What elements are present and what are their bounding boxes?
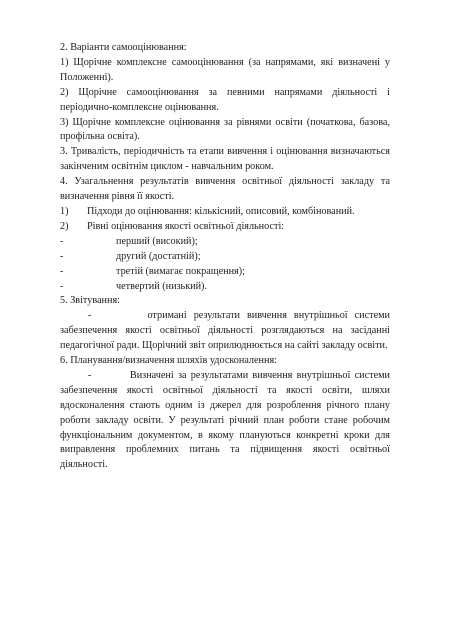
level-text: третій (вимагає покращення);: [116, 265, 245, 277]
level-item-3: [60, 265, 390, 280]
section-2-item-2: 2) Щорічне самооцінювання за певними напрямами діяльності і періодично-комплексне оцінювання.: [60, 86, 390, 113]
subitem-text: Рівні оцінювання якості освітньої діяльності:: [87, 220, 285, 232]
section-4-subitem-2: [60, 220, 390, 235]
dash-marker: -: [60, 280, 64, 292]
subitem-text: Підходи до оцінювання: кількісний, описовий, комбінований.: [87, 205, 355, 217]
dash-marker: -: [88, 369, 92, 381]
section-5-heading: 5. Звітування:: [60, 295, 120, 307]
level-text: четвертий (низький).: [116, 280, 207, 292]
section-4-subitem-1: [60, 205, 390, 220]
section-3-text: 3. Тривалість, періодичність та етапи вивчення і оцінювання визначаються закінченим освітнім циклом - навчальним роком.: [60, 146, 390, 173]
section-5-text-block: [60, 309, 390, 354]
level-item-2: [60, 250, 390, 265]
dash-marker: -: [60, 265, 64, 277]
section-6-text: Визначені за результатами вивчення внутрішньої системи забезпечення якості освітньої діяльності та якості освіти, шляхи вдосконалення стають одним із джерел для розроблення річного плану роботи закладу освіти. У результаті річний план роботи стане робочим функціональним документом, в якому плануються конкретні кроки для виправлення проблемних питань та підвищення якості освітньої діяльності.: [60, 369, 390, 471]
level-text: перший (високий);: [116, 235, 198, 247]
section-2-item-1: 1) Щорічне комплексне самооцінювання (за напрямами, які визначені у Положенні).: [60, 56, 390, 83]
dash-marker: -: [60, 235, 64, 247]
level-item-1: [60, 235, 390, 250]
section-6-heading: 6. Планування/визначення шляхів удосконалення:: [60, 355, 277, 367]
level-text: другий (достатній);: [116, 250, 201, 262]
dash-marker: -: [60, 250, 64, 262]
subitem-marker: 1): [60, 205, 69, 217]
section-2-heading: 2. Варіанти самооцінювання:: [60, 42, 187, 53]
document-body: [60, 41, 390, 473]
subitem-marker: 2): [60, 220, 69, 232]
dash-marker: -: [88, 310, 92, 322]
level-item-4: [60, 280, 390, 295]
section-2-item-3: 3) Щорічне комплексне оцінювання за рівнями освіти (початкова, базова, профільна освіта).: [60, 116, 390, 143]
section-5-text: отримані результати вивчення внутрішньої системи забезпечення якості освітньої діяльності розглядаються на засіданні педагогічної ради. Щорічний звіт оприлюднюється на сайті закладу освіти.: [60, 310, 390, 352]
section-6-text-block: [60, 369, 390, 473]
section-4-heading: 4. Узагальнення результатів вивчення освітньої діяльності закладу та визначення рівня її якості.: [60, 176, 390, 203]
